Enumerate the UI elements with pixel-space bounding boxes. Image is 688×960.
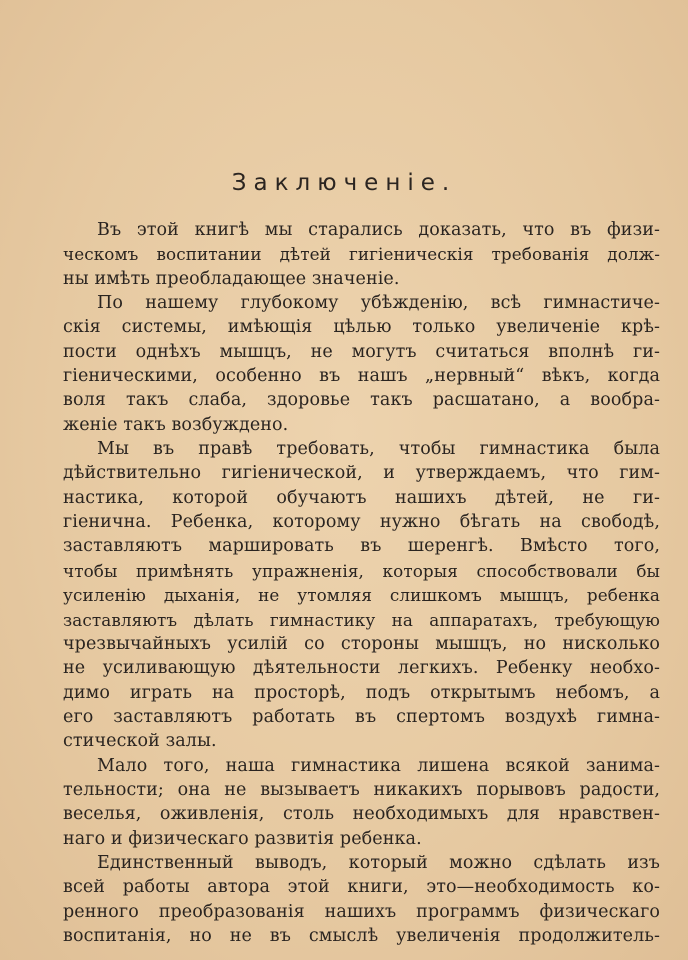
text-line: Въ этой книгѣ мы старались доказать, что въ физи- — [97, 220, 660, 240]
text-line: скiя системы, имѣющiя цѣлью только увеличенiе крѣ- — [63, 317, 660, 338]
text-line: дѣйствительно гигiенической, и утверждаемъ, что гим- — [63, 463, 660, 484]
text-line: чтобы примѣнять упражненiя, которыя способствовали бы — [63, 560, 660, 581]
text-line: воспитанiя, но не въ смыслѣ увеличенiя продолжитель- — [63, 925, 660, 946]
text-line: По нашему глубокому убѣжденiю, всѣ гимнастиче- — [97, 293, 660, 314]
text-line: всей работы автора этой книги, это—необходимость ко- — [63, 877, 660, 898]
text-line: заставляютъ дѣлать гимнастику на аппаратахъ, требующую — [63, 609, 660, 630]
text-line: гiенична. Ребенка, которому нужно бѣгать на свободѣ, — [63, 512, 660, 533]
chapter-title: Заключенiе. — [231, 170, 457, 196]
text-line: димо играть на просторѣ, подъ открытымъ небомъ, а — [63, 682, 660, 703]
text-line: ны имѣть преобладающее значенiе. — [63, 268, 400, 289]
text-line: Единственный выводъ, который можно сдѣлать изъ — [97, 852, 660, 873]
text-line: воля такъ слаба, здоровье такъ расшатано, а вообра- — [63, 390, 660, 411]
text-line: гiеническими, особенно въ нашъ „нервный“ вѣкъ, когда — [63, 366, 660, 387]
text-line: Мало того, наша гимнастика лишена всякой занима- — [97, 755, 660, 776]
text-line: усиленiю дыханiя, не утомляя слишкомъ мышцъ, ребенка — [63, 585, 660, 606]
text-line: его заставляютъ работать въ спертомъ воздухѣ гимна- — [63, 706, 660, 727]
text-line: тельности; она не вызываетъ никакихъ порывовъ радости, — [63, 779, 660, 800]
text-line: веселья, оживленiя, столь необходимыхъ для нравствен- — [63, 804, 660, 825]
text-line: наго и физическаго развитiя ребенка. — [63, 828, 422, 849]
text-line: женiе такъ возбуждено. — [63, 414, 289, 435]
body-text — [63, 218, 660, 948]
text-line: Мы въ правѣ требовать, чтобы гимнастика была — [97, 439, 660, 460]
text-line: настика, которой обучаютъ нашихъ дѣтей, не ги- — [63, 487, 660, 508]
text-line: не усиливающую дѣятельности легкихъ. Ребенку необхо- — [63, 658, 660, 679]
text-line: чрезвычайныхъ усилiй со стороны мышцъ, но нисколько — [63, 633, 660, 654]
text-line: пости однѣхъ мышцъ, не могутъ считаться вполнѣ ги- — [63, 341, 660, 362]
text-line: заставляютъ маршировать въ шеренгѣ. Вмѣсто того, — [63, 536, 660, 557]
text-line: ческомъ воспитании дѣтей гигiеническiя требованiя долж- — [63, 244, 660, 265]
text-line: стической залы. — [63, 731, 217, 752]
text-line: ренного преобразованiя нашихъ программъ физическаго — [63, 901, 660, 922]
